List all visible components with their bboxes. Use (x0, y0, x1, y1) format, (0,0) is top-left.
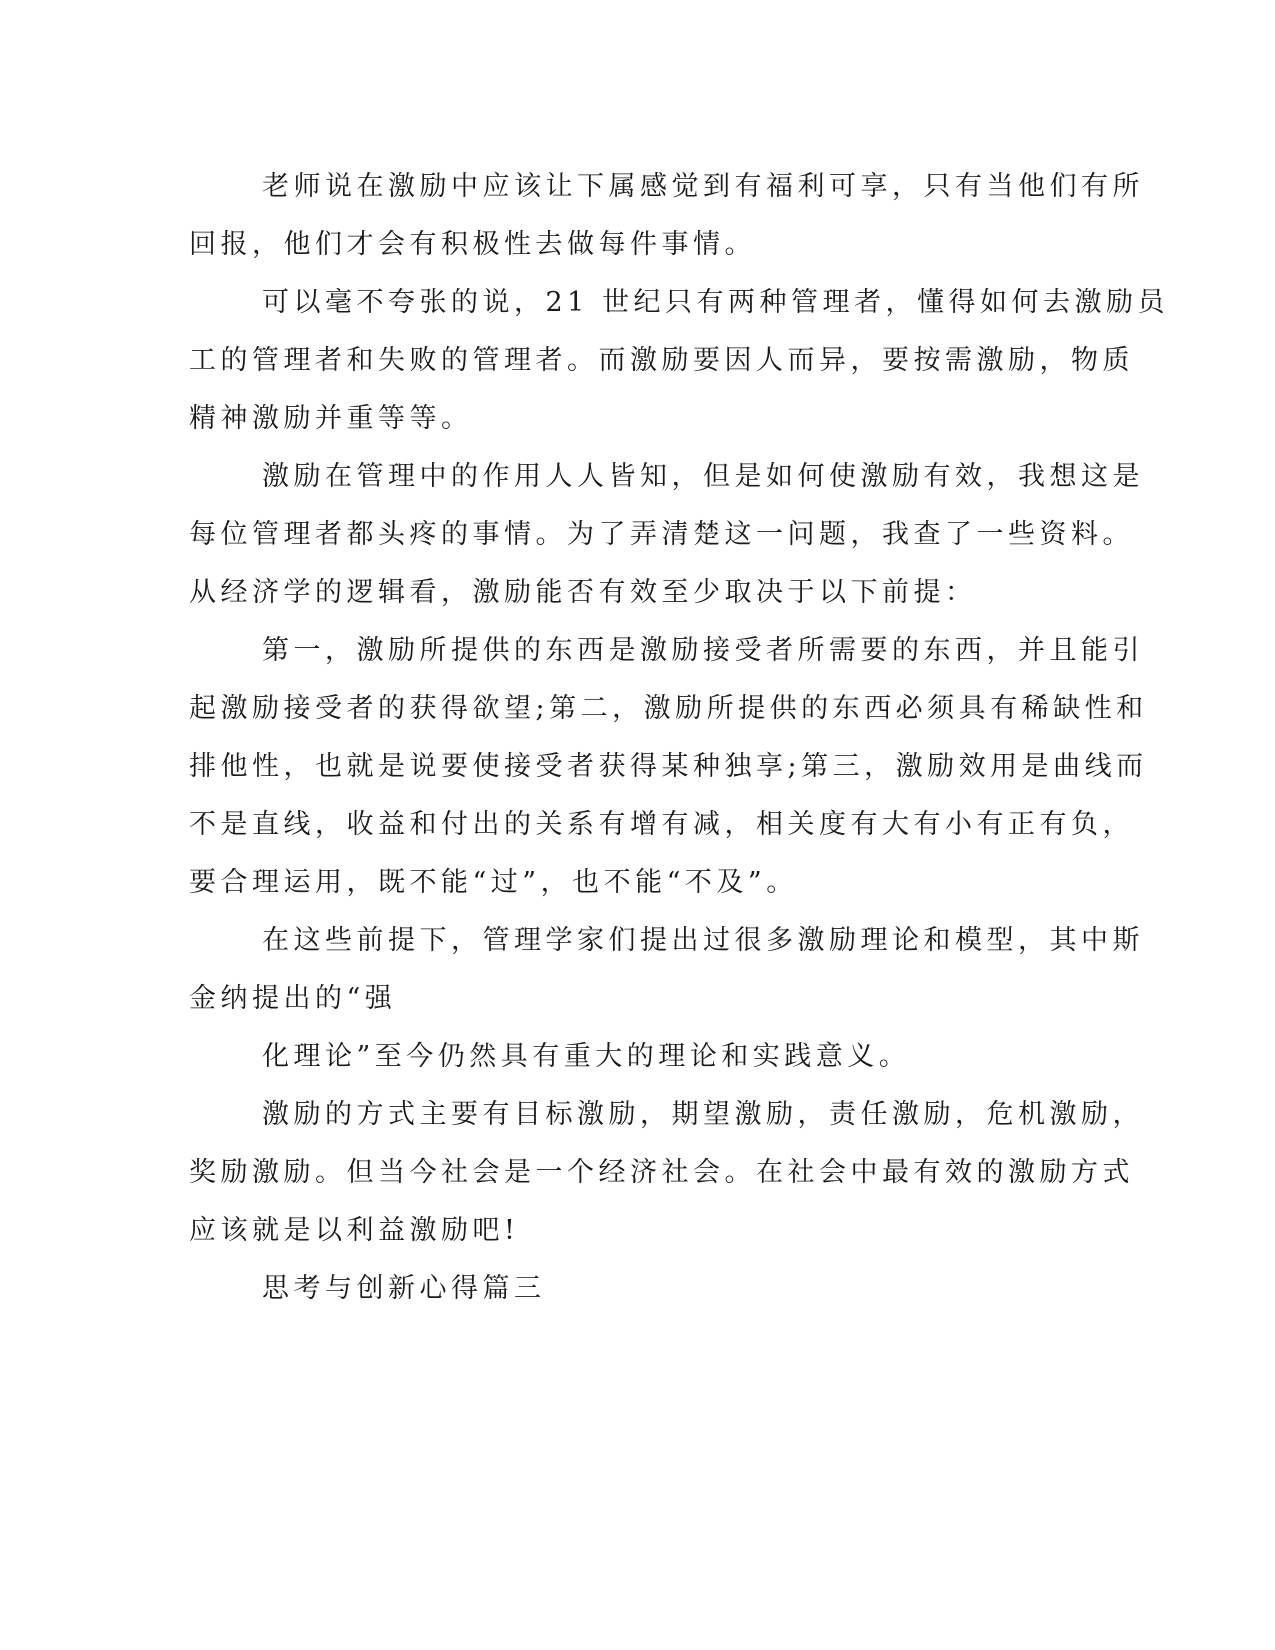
paragraph-4-line-5: 要合理运用，既不能“过”，也不能“不及”。 (189, 867, 798, 898)
paragraph-7-line-3: 应该就是以利益激励吧! (189, 1215, 520, 1246)
paragraph-1-line-2: 回报，他们才会有积极性去做每件事情。 (189, 229, 756, 260)
paragraph-5-line-2: 金纳提出的“强 (189, 983, 397, 1014)
paragraph-4-line-1: 第一，激励所提供的东西是激励接受者所需要的东西，并且能引 (262, 635, 1144, 666)
paragraph-4-line-4: 不是直线，收益和付出的关系有增有减，相关度有大有小有正有负， (189, 809, 1134, 840)
paragraph-7-line-2: 奖励激励。但当今社会是一个经济社会。在社会中最有效的激励方式 (189, 1157, 1134, 1188)
paragraph-4-line-2: 起激励接受者的获得欲望;第二，激励所提供的东西必须具有稀缺性和 (189, 693, 1148, 724)
paragraph-3-line-3: 从经济学的逻辑看，激励能否有效至少取决于以下前提： (189, 577, 977, 608)
paragraph-3-line-1: 激励在管理中的作用人人皆知，但是如何使激励有效，我想这是 (262, 461, 1144, 492)
paragraph-5-line-1: 在这些前提下，管理学家们提出过很多激励理论和模型，其中斯 (262, 925, 1144, 956)
section-heading: 思考与创新心得篇三 (262, 1273, 546, 1304)
paragraph-4-line-3: 排他性，也就是说要使接受者获得某种独享;第三，激励效用是曲线而 (189, 751, 1148, 782)
paragraph-3-line-2: 每位管理者都头疼的事情。为了弄清楚这一问题，我查了一些资料。 (189, 519, 1134, 550)
paragraph-7-line-1: 激励的方式主要有目标激励，期望激励，责任激励，危机激励， (262, 1099, 1144, 1130)
paragraph-1-line-1: 老师说在激励中应该让下属感觉到有福利可享，只有当他们有所 (262, 171, 1144, 202)
paragraph-2-line-1: 可以毫不夸张的说，21 世纪只有两种管理者，懂得如何去激励员 (262, 287, 1169, 318)
paragraph-6-line-1: 化理论”至今仍然具有重大的理论和实践意义。 (262, 1041, 911, 1072)
paragraph-2-line-2: 工的管理者和失败的管理者。而激励要因人而异，要按需激励，物质 (189, 345, 1134, 376)
paragraph-2-line-3: 精神激励并重等等。 (189, 403, 473, 434)
